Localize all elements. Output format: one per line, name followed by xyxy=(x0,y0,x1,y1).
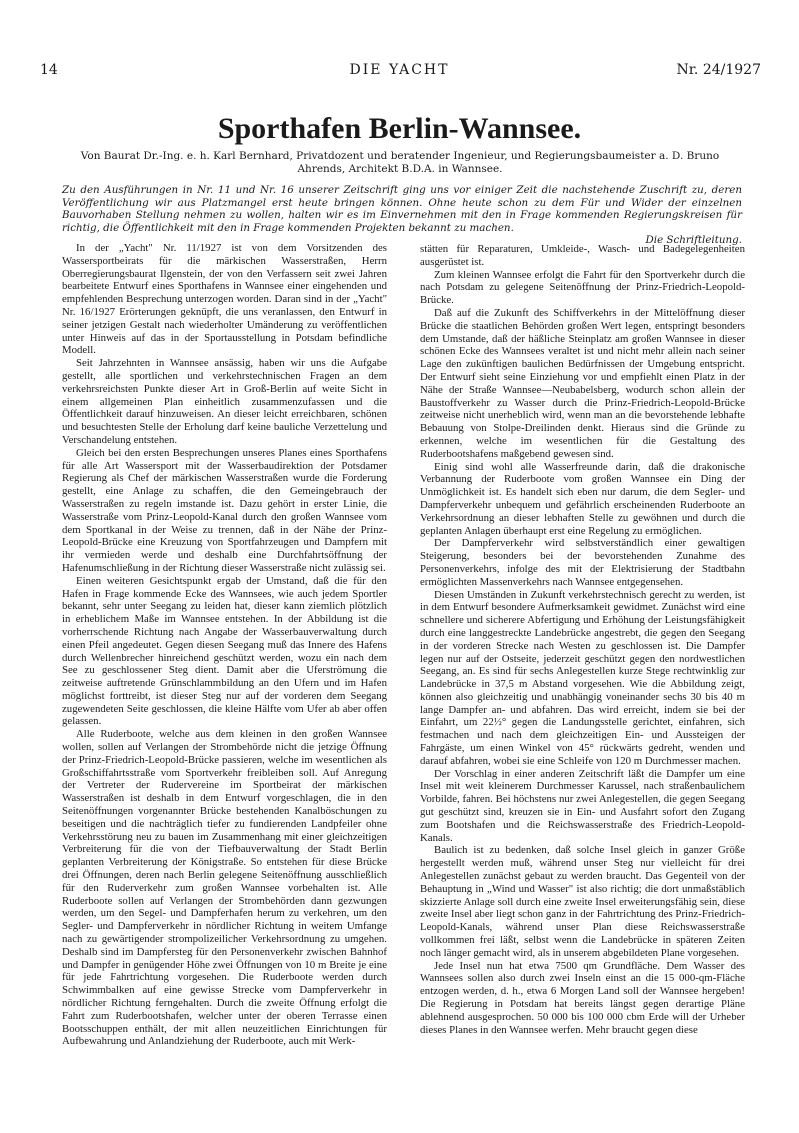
paragraph: Daß auf die Zukunft des Schiffverkehrs in der Mittelöffnung dieser Brücke die staatlichen Behörden großen Wert legen, entspringt besonders dem Umstande, daß der häßliche Steinplatz am großen Wannsee in dieser schönen Ecke des Wannsees veraltet ist und nicht mehr allein nach seiner Lage den zukünftigen baulichen Bedürfnissen der Umgebung entspricht. Der Entwurf sieht seine Einziehung vor und empfiehlt einen Platz in der Nähe der Straße Wannsee—Neubabelsberg, wodurch schon allein der Baustoffverkehr zu Wasser durch die Prinz-Friedrich-Leopold-Brücke zeitweise nicht unerheblich wird, wenn man an die bevorstehende lebhafte Bebauung von Stolpe-Dreilinden denkt. Hieraus sind die Gründe zu erkennen, welche im wesentlichen für die Gestaltung des Ruderbootshafens maßgebend gewesen sind. xyxy=(420,306,745,460)
left-column xyxy=(62,242,387,1048)
paragraph: stätten für Reparaturen, Umkleide-, Wasch- und Badegelegenheiten ausgerüstet ist. xyxy=(420,243,745,268)
paragraph: Baulich ist zu bedenken, daß solche Insel gleich in ganzer Größe hergestellt werden muß, während unser Steg nur vielleicht für drei Anlegestellen zunächst gebaut zu werden braucht. Das Gegenteil von der Behauptung in „Wind und Wasser" ist also richtig; die dort unmaßstäblich skizzierte Anlage soll durch eine zweite Insel erweiterungsfähig sein, diese zweite Insel aber liegt schon ganz in der Fahrtrichtung des Prinz-Friedrich-Leopold-Kanals, während unser Plan diese Reichswasserstraße vollkommen frei läßt, selbst wenn die Landebrücke in späteren Zeiten noch länger gemacht wird, als in unserem abgebildeten Plane vorgesehen. xyxy=(420,844,745,959)
paragraph: Alle Ruderboote, welche aus dem kleinen in den großen Wannsee wollen, sollen auf Verlangen der Strombehörde nicht die jetzige Öffnung der Prinz-Friedrich-Leopold-Brücke passieren, welche im wesentlichen als Großschiffahrtsstraße vom Sportverkehr freibleiben soll. Auf Anregung der Vertreter der Rudervereine im Sportbeirat der märkischen Wasserstraßen ist deshalb in dem Entwurf vorgeschlagen, die in den Seitenöffnungen vorgenannter Brücke bestehenden Kanalböschungen zu beseitigen und die nachträglich tiefer zu fundierenden Landpfeiler ohne Verkehrsstörung neu zu bauen im Zusammenhang mit einer gleichzeitigen Verbreiterung für die von der Tiefbauverwaltung der Stadt Berlin geplanten Verbreiterung der Königstraße. So entstehen für diese Brücke drei Öffnungen, deren nach Berlin gelegene Seitenöffnung ausschließlich für den Ruderverkehr zum großen Wannsee vorbehalten ist. Alle Ruderboote sollen auf Verlangen der Strombehörden dann gezwungen werden, um den Segel- und Dampferhafen herum zu verkehren, um den Segler- und Dampferverkehr in nördlicher Richtung in weitem Umfange nach zu gewärtigender strompolizeilicher Verkehrsordnung zu umgehen. Deshalb sind im Dampfersteg für den Personenverkehr zwischen Bahnhof und Dampfer in genügender Höhe zwei Öffnungen von 10 m Breite je eine für jede Fahrtrichtung vorgesehen. Die Ruderboote werden durch Schwimmbalken auf eine gewisse Strecke vom Dampferverkehr in nördlicher Richtung ferngehalten. Durch die zweite Öffnung erfolgt die Fahrt zum Ruderbootshafen, welcher unter der oberen Terrasse einen Bootsschuppen enthält, der mit allen neuzeitlichen Einrichtungen für Aufbewahrung und Anlandziehung der Ruderboote, auch mit Werk- xyxy=(62,728,387,1048)
article-title: Sporthafen Berlin-Wannsee. xyxy=(217,112,582,145)
paragraph: Zum kleinen Wannsee erfolgt die Fahrt für den Sportverkehr durch die nach Potsdam zu gelegene Seitenöffnung der Prinz-Friedrich-Leopold-Brücke. xyxy=(420,268,745,307)
paragraph: Jede Insel nun hat etwa 7500 qm Grundfläche. Dem Wasser des Wannsees sollen also durch zwei Inseln einst an die 15 000-qm-Fläche entzogen werden, d. h., etwa 6 Morgen Land soll der Wannsee hergeben! Die Regierung in Potsdam hat bereits längst gegen derartige Pläne ablehnend ausgesprochen. 50 000 bis 100 000 cbm Erde will der Urheber dieses Planes in den Wannsee werfen. Mehr braucht gegen diese xyxy=(420,959,745,1036)
paragraph: Gleich bei den ersten Besprechungen unseres Planes eines Sporthafens für alle Art Wassersport mit der Wasserbaudirektion der Potsdamer Regierung als Chef der märkischen Wasserstraßen wurde die Forderung gestellt, eine Anlage zu schaffen, die den Gemeingebrauch der Wasserstraßen zu regeln imstande ist. Dazu gehört in erster Linie, die Wasserstraße vom Prinz-Leopold-Kanal durch den großen Wannsee vom dem Sportkanal in der Weise zu trennen, daß in der Nähe der Prinz-Leopold-Brücke eine Kreuzung von Sportfahrzeugen und Dampfern mit ihr vermieden werde und deshalb eine Durchfahrtsöffnung der Hafenumschließung in der Richtung dieser Wasserstraße nicht zulässig sei. xyxy=(62,446,387,574)
paragraph: Der Dampferverkehr wird selbstverständlich einer gewaltigen Steigerung, besonders bei der bevorstehenden Zunahme des Personenverkehrs, infolge des mit der Elektrisierung der Stadtbahn ermöglichten Massenverkehrs nach Wannsee entgegensehen. xyxy=(420,537,745,588)
right-column xyxy=(420,243,745,1036)
paragraph: Diesen Umständen in Zukunft verkehrstechnisch gerecht zu werden, ist in dem Entwurf besondere Aufmerksamkeit gewidmet. Zunächst wird eine schnellere und sicherere Abfertigung und Erhöhung der Leistungsfähigkeit durch eine langgestreckte Landebrücke angestrebt, die gegen den Seegang in der vorderen Strecke nach Westen zu geschlossen ist. Die Dampfer legen nur auf der Ostseite, jederzeit geschützt gegen den nordwestlichen Seegang, an. Es sind für sechs Anlegestellen kurze Stege rechtwinklig zur Landebrücke in 37,5 m Abstand vorgesehen. Wie die Abbildung zeigt, können also gleichzeitig und unabhängig voneinander sechs 30 bis 40 m lange Dampfer an- und abfahren. Das wird erreicht, indem sie bei der Einfahrt, um 22½° gegen die Landungsstelle gerichtet, einfahren, sich festmachen und nach dem gleichzeitigen Ein- und Aussteigen der Fahrgäste, um einen Winkel von 45° rückwärts gedreht, wenden und darauf abfahren, wobei sie eine Schleife von 120 m Durchmesser machen. xyxy=(420,588,745,767)
paragraph: Seit Jahrzehnten in Wannsee ansässig, haben wir uns die Aufgabe gestellt, alle sportlichen und verkehrstechnischen Fragen an dem verkehrsreichsten Punkte dieser Art in Groß-Berlin auf weite Sicht in einem allgemeinen Plan einheitlich zusammenzufassen und die Öffentlichkeit darauf hinzuweisen. An dieser leicht erreichbaren, schönen und besuchtesten Stelle der Erholung darf keine bauliche Verzettelung und Verschandelung entstehen. xyxy=(62,357,387,446)
issue-number: Nr. 24/1927 xyxy=(676,62,761,78)
editorial-signature: Die Schriftleitung. xyxy=(645,234,742,247)
editorial-note xyxy=(62,184,742,247)
paragraph: In der „Yacht" Nr. 11/1927 ist von dem Vorsitzenden des Wassersportbeirats für die märkischen Wasserstraßen, Herrn Oberregierungsbaurat Ilgenstein, der von den Verfassern seit zwei Jahren bearbeitete Entwurf eines Sporthafens in Wannsee einer eingehenden und empfehlenden Besprechung unterzogen worden. Daran sind in der „Yacht" Nr. 16/1927 Erörterungen geknüpft, die uns veranlassen, den Entwurf in seiner jetzigen Gestalt nach wiederholter Umänderung zu veröffentlichen unter Hinweis auf das in der Sportausstellung in Potsdam befindliche Modell. xyxy=(62,242,387,357)
article-authors: Von Baurat Dr.-Ing. e. h. Karl Bernhard, Privatdozent und beratender Ingenieur, und Regierungsbaumeister a. D. Bruno Ahrends, Architekt B.D.A. in Wannsee. xyxy=(80,150,720,175)
journal-name: DIE YACHT xyxy=(349,62,450,78)
paragraph: Einig sind wohl alle Wasserfreunde darin, daß die drakonische Verbannung der Ruderboote vom großen Wannsee ein Ding der Unmöglichkeit ist. Es handelt sich eben nur darum, die dem Segler- und Dampferverkehr unbequem und gefährlich erscheinenden Ruderboote an Verkehrsordnung an dieser lebhaften Stelle zu gewöhnen und durch die geplanten Anlagen überhaupt erst eine Regelung zu ermöglichen. xyxy=(420,460,745,537)
paragraph: Einen weiteren Gesichtspunkt ergab der Umstand, daß die für den Hafen in Frage kommende Ecke des Wannsees, wie auch jedem Sportler bekannt, sehr unter Seegang zu leiden hat, dieser kann ziemlich plötzlich in erheblichem Maße im Wannsee entstehen. In der Abbildung ist die vorherrschende Richtung nach Angabe der Wasserbauverwaltung durch einen Pfeil angedeutet. Gegen diesen Seegang muß das Innere des Hafens durch Wellenbrecher hinreichend geschützt werden, wozu ein nach dem See zu geschlossener Steg dient. Damit aber die Uferströmung die zeitweise auftretende Grünschlammbildung an den Ufern und im Hafen möglichst forttreibt, ist dieser Steg nur auf der vorderen dem Seegang zugewendeten Seite geschlossen, die kleine Hälfte vom Ufer ab aber offen gelassen. xyxy=(62,574,387,728)
editorial-note-text: Zu den Ausführungen in Nr. 11 und Nr. 16 unserer Zeitschrift ging uns vor einiger Zeit die nachstehende Zuschrift zu, deren Veröffentlichung wir aus Platzmangel erst heute bringen können. Ohne heute schon zu dem Für und Wider der einzelnen Bauvorhaben Stellung nehmen zu wollen, halten wir es im Einvernehmen mit den in Frage kommenden Regierungskreisen für richtig, die Öffentlichkeit mit den in Frage kommenden Projekten bekannt zu machen. xyxy=(62,184,742,234)
paragraph: Der Vorschlag in einer anderen Zeitschrift läßt die Dampfer um eine Insel mit weit kleinerem Durchmesser Karussel, nach straßenbaulichem Vorbilde, fahren. Bei höchstens nur zwei Anlegestellen, die gegen Seegang gut geschützt sind, kreuzen sie in Ein- und Ausfahrt sofort den Zugang zum Bootshafen und die Reichswasserstraße des Friedrich-Leopold-Kanals. xyxy=(420,767,745,844)
page-number: 14 xyxy=(40,62,58,78)
